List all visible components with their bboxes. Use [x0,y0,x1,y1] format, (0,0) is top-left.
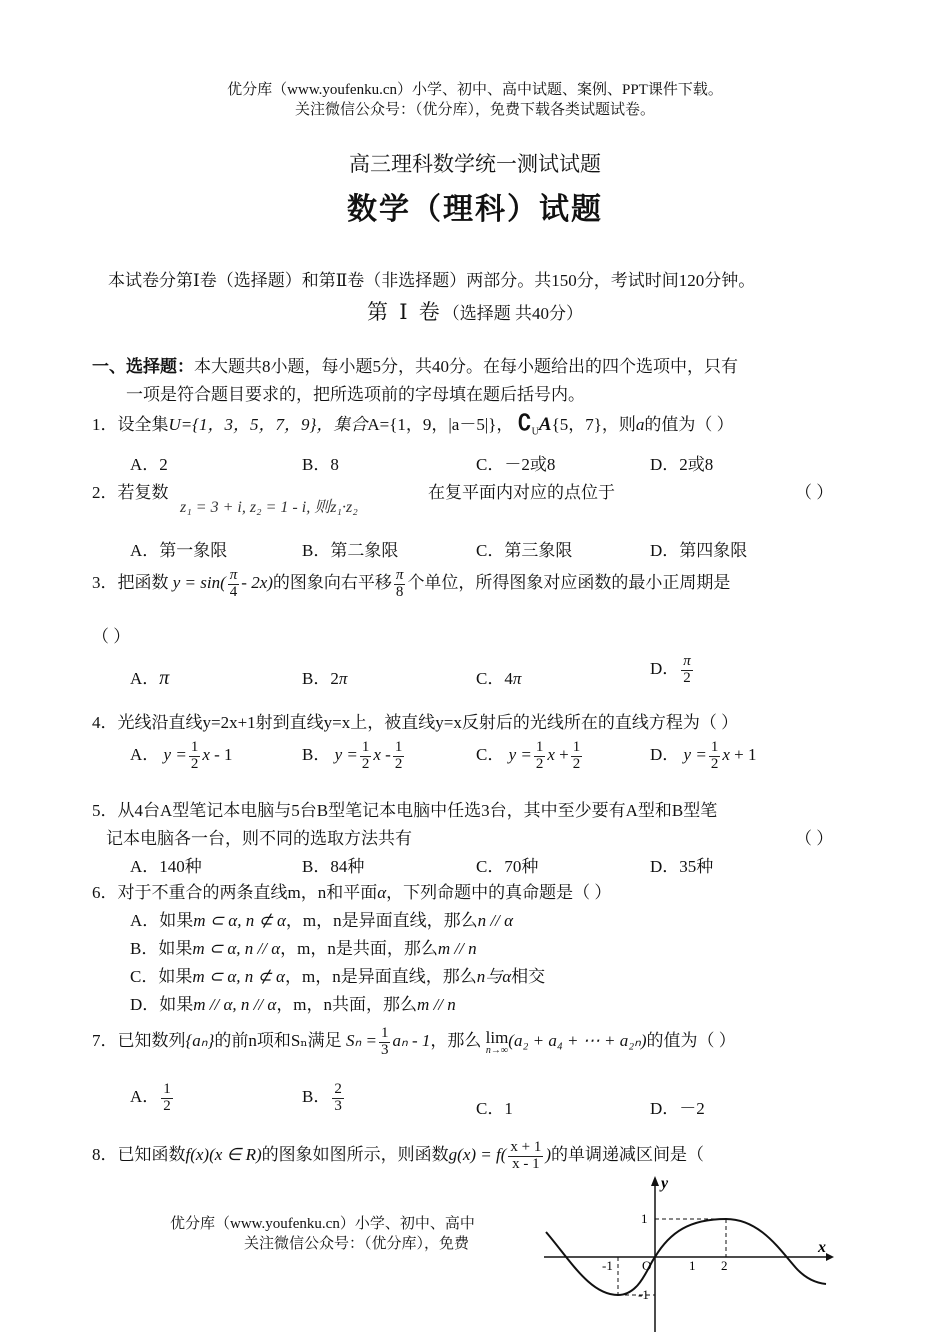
q3-opt-d-num: π [683,653,691,669]
q5-line-1: 5．从4台A型笔记本电脑与5台B型笔记本电脑中任选3台，其中至少要有A型和B型笔 [92,801,718,820]
q7-a-den: 2 [163,1097,171,1114]
q4-a-den: 2 [190,755,199,772]
q4-b-frac1 [360,740,372,773]
q4-a-frac [189,740,201,773]
q5-option-d: D．35种 [650,857,714,876]
q6-text-a: 6．对于不重合的两条直线m，n和平面 [92,883,378,902]
q8-text-c: 的单调递减区间是（ [551,1145,705,1165]
q3-opt-d-frac [681,654,693,687]
q6-text-b: ，下列命题中的真命题是（ ） [386,883,612,902]
q6-b-cond: m ⊂ α, n // α [192,939,281,958]
q8-gx: g(x) = f( [448,1145,507,1165]
q3-frac-pi-4 [228,568,240,601]
q2-option-a: A．第一象限 [130,541,228,560]
q6-b-mid: ，m，n是共面，那么 [280,939,438,958]
q6-d-pre: D．如果 [130,995,194,1014]
q4-b-prefix: y = [334,745,358,765]
q6-b-pre: B．如果 [130,939,193,958]
q6-c-concl: n与α [476,967,512,986]
header-line-2: 关注微信公众号：（优分库），免费下载各类试题试卷。 [294,102,655,118]
q3-opt-c-label: C．4 [476,669,513,688]
y-axis-label: y [661,1175,669,1192]
q7-option-d: D．－2 [650,1099,705,1118]
q3-option-a [130,664,169,690]
section-line-1: 本大题共8小题，每小题5分，共40分。在每小题给出的四个选项中，只有 [194,357,738,376]
q3-fn-a: y = sin( [172,573,226,593]
q5-line-2: 记本电脑各一台，则不同的选取方法共有 [106,829,412,848]
q4-b-num2: 1 [394,739,403,755]
graph-background [540,1170,840,1335]
q3-opt-a-label: A． [130,669,160,688]
q3-opt-c-val: π [512,669,522,688]
function-graph [540,1170,840,1335]
q4-option-b [302,740,406,773]
q4-d-x: x [722,745,730,765]
q3-option-b [302,664,347,689]
q8-gx-tail: ) [545,1145,552,1165]
q6-option-d [130,990,456,1015]
q2-text-a: 2．若复数 [92,483,169,502]
q4-label-d: D． [650,745,680,765]
q1-text-b: U={1，3，5，7，9}，集合 [168,415,368,434]
volume-main: 第 Ⅰ 卷 [366,300,443,324]
q6-d-concl: m // n [417,995,456,1014]
q7-sn-tail: aₙ - 1 [392,1031,431,1051]
q2-answer-paren: （ ） [795,483,834,502]
q4-label-c: C． [476,745,505,765]
q6-option-c [130,962,545,987]
q4-d-frac [709,740,721,773]
q7-option-c: C．1 [476,1099,513,1118]
q4-c-prefix: y = [508,745,532,765]
q2-expression: z₁ = 3 + i, z₂ = 1 - i, 则z₁·z₂ [180,499,358,516]
q5-option-b: B．84种 [302,857,365,876]
q3-option-d [650,654,695,687]
q6-a-mid: ，m，n是异面直线，那么 [285,911,478,930]
q7-text-d: 的值为（ ） [646,1031,736,1051]
q7-option-b [302,1082,346,1115]
volume-heading [0,296,950,326]
q6-a-pre: A．如果 [130,911,194,930]
q3-opt-a-val: π [159,667,170,689]
q6-c-cond: m ⊂ α, n ⊄ α [192,967,285,986]
q6-c-pre: C．如果 [130,967,193,986]
tick-label-neg1: -1 [602,1258,613,1273]
q4-c-frac2 [571,740,583,773]
q4-b-tail: - [385,745,391,765]
q4-b-num1: 1 [361,739,370,755]
q3-text-a: 3．把函数 [92,573,169,593]
q3-opt-b-label: B．2 [302,669,339,688]
q1-option-c: C．－2或8 [476,455,556,474]
exam-intro: 本试卷分第Ⅰ卷（选择题）和第Ⅱ卷（非选择题）两部分。共150分，考试时间120分钟。 [108,271,756,290]
x-axis-label: x [818,1239,826,1256]
q1-var-a: a [635,415,645,434]
q7-sn: Sₙ = [345,1031,377,1051]
volume-note: （选择题 共40分） [442,304,584,323]
q3-option-c [476,664,521,689]
q3-opt-b-val: π [338,669,348,688]
q5-option-a: A．140种 [130,857,202,876]
q7-label-a: A． [130,1087,160,1107]
q4-d-tail: + 1 [734,745,757,765]
q7-b-den: 3 [334,1097,342,1114]
question-4: 4．光线沿直线y=2x+1射到直线y=x上，被直线y=x反射后的光线所在的直线方程为（ ） [92,713,739,732]
q4-d-den: 2 [710,755,719,772]
q3-answer-paren: （ ） [92,627,131,646]
complement-symbol: ∁ [517,410,532,435]
q4-c-x: x [547,745,555,765]
q1-option-b: B．8 [302,455,339,474]
complement-sub: U [531,426,539,438]
q4-a-prefix: y = [163,745,187,765]
q4-b-den2: 2 [394,755,403,772]
q6-alpha: α [377,883,387,902]
q2-option-d: D．第四象限 [650,541,748,560]
q1-text-e: 的值为（ ） [644,415,734,434]
q6-option-a [130,906,513,931]
q4-d-num: 1 [710,739,719,755]
y-tick-label-neg1: -1 [638,1287,649,1302]
q4-c-tail: + [559,745,569,765]
q4-a-x: x [202,745,210,765]
q4-label-a: A． [130,745,160,765]
q4-label-b: B． [302,745,331,765]
q1-text-c: A={1，9，|a－5|}， [367,415,514,434]
q1-text-d: {5，7}，则 [551,415,636,434]
q8-text-a: 8．已知函数 [92,1145,186,1165]
q5-answer-paren: （ ） [795,829,834,848]
q6-b-concl: m // n [437,939,477,958]
header-line-1: 优分库（www.youfenku.cn）小学、初中、高中试题、案例、PPT课件下载。 [227,82,723,98]
section-line-2: 一项是符合题目要求的，把所选项前的字母填在题后括号内。 [126,385,585,404]
question-8 [92,1140,704,1173]
q6-option-b [130,934,477,959]
q4-a-tail: - 1 [214,745,233,765]
q4-option-a [130,740,233,773]
q3-frac-den: 4 [229,583,238,600]
q7-seq: {aₙ} [185,1031,215,1051]
q1-option-d: D．2或8 [650,455,714,474]
q6-d-cond: m // α, n // α [193,995,277,1014]
q2-option-b: B．第二象限 [302,541,399,560]
q7-a-num: 1 [163,1081,171,1097]
q4-c-num2: 1 [572,739,581,755]
q3-text-c: 个单位，所得图象对应函数的最小正周期是 [407,573,731,593]
question-6 [92,878,611,903]
q3-opt-d-label: D． [650,659,680,679]
q4-d-prefix: y = [683,745,707,765]
q3-opt-d-den: 2 [683,669,691,686]
q7-lim: lim [485,1027,509,1047]
q7-third [379,1026,391,1059]
q7-lim-sub: n→∞ [485,1044,509,1056]
q3-fn-b: - 2x) [241,573,273,593]
q6-a-concl: n // α [477,911,514,930]
q8-text-b: 的图象如图所示，则函数 [261,1145,449,1165]
q7-text-a: 7．已知数列 [92,1031,186,1051]
y-tick-label-1: 1 [641,1211,648,1226]
q3-frac-num: π [229,567,238,583]
question-7 [92,1026,736,1059]
q4-option-d [650,740,756,773]
q4-c-frac1 [534,740,546,773]
section-label: 一、选择题： [92,357,194,376]
q7-third-num: 1 [380,1025,389,1041]
footer-line-2: 关注微信公众号：（优分库），免费 [244,1236,470,1252]
q4-b-x: x [373,745,381,765]
q8-g-num: x + 1 [510,1139,542,1155]
q7-text-b: 的前n项和Sₙ满足 [214,1031,342,1051]
q4-c-num1: 1 [535,739,544,755]
q4-c-den2: 2 [572,755,581,772]
q7-a-frac [161,1082,173,1115]
q7-limit [486,1029,509,1056]
exam-subtitle: 高三理科数学统一测试试题 [349,152,601,176]
q4-b-den1: 2 [361,755,370,772]
q7-option-a [130,1082,175,1115]
q7-lim-expr: (a₂ + a₄ + ⋯ + a₂ₙ) [508,1031,647,1051]
q7-b-num: 2 [334,1081,342,1097]
q8-g-den: x - 1 [512,1155,540,1172]
q4-option-c [476,740,584,773]
q7-label-b: B． [302,1087,331,1107]
q7-b-frac [332,1082,344,1115]
q4-a-num: 1 [190,739,199,755]
q4-c-den1: 2 [535,755,544,772]
q8-g-frac [508,1140,543,1173]
q2-option-c: C．第三象限 [476,541,573,560]
q1-option-a: A．2 [130,455,168,474]
q1-text-a: 1．设全集 [92,415,169,434]
q7-text-c: ，那么 [430,1031,482,1051]
q3-text-b: 的图象向右平移 [272,573,392,593]
q3-shift-num: π [395,567,404,583]
q3-shift-frac [394,568,406,601]
q6-d-mid: ，m，n共面，那么 [276,995,418,1014]
origin-label: O [642,1258,652,1273]
q3-shift-den: 8 [395,583,404,600]
tick-label-1: 1 [689,1258,696,1273]
section-instructions [92,352,738,377]
question-1 [92,410,734,437]
exam-title: 数学（理科）试题 [347,193,603,226]
q4-b-frac2 [393,740,405,773]
tick-label-2: 2 [721,1258,728,1273]
q6-c-post: 相交 [511,967,546,986]
question-3 [92,568,730,601]
q8-fx: f(x)(x ∈ R) [185,1145,262,1165]
footer-line-1: 优分库（www.youfenku.cn）小学、初中、高中 [170,1216,475,1232]
q6-c-mid: ，m，n是异面直线，那么 [284,967,477,986]
q7-third-den: 3 [380,1041,389,1058]
complement-set: A [538,414,552,435]
q5-option-c: C．70种 [476,857,539,876]
q2-text-b: 在复平面内对应的点位于 [428,483,615,502]
q6-a-cond: m ⊂ α, n ⊄ α [193,911,286,930]
